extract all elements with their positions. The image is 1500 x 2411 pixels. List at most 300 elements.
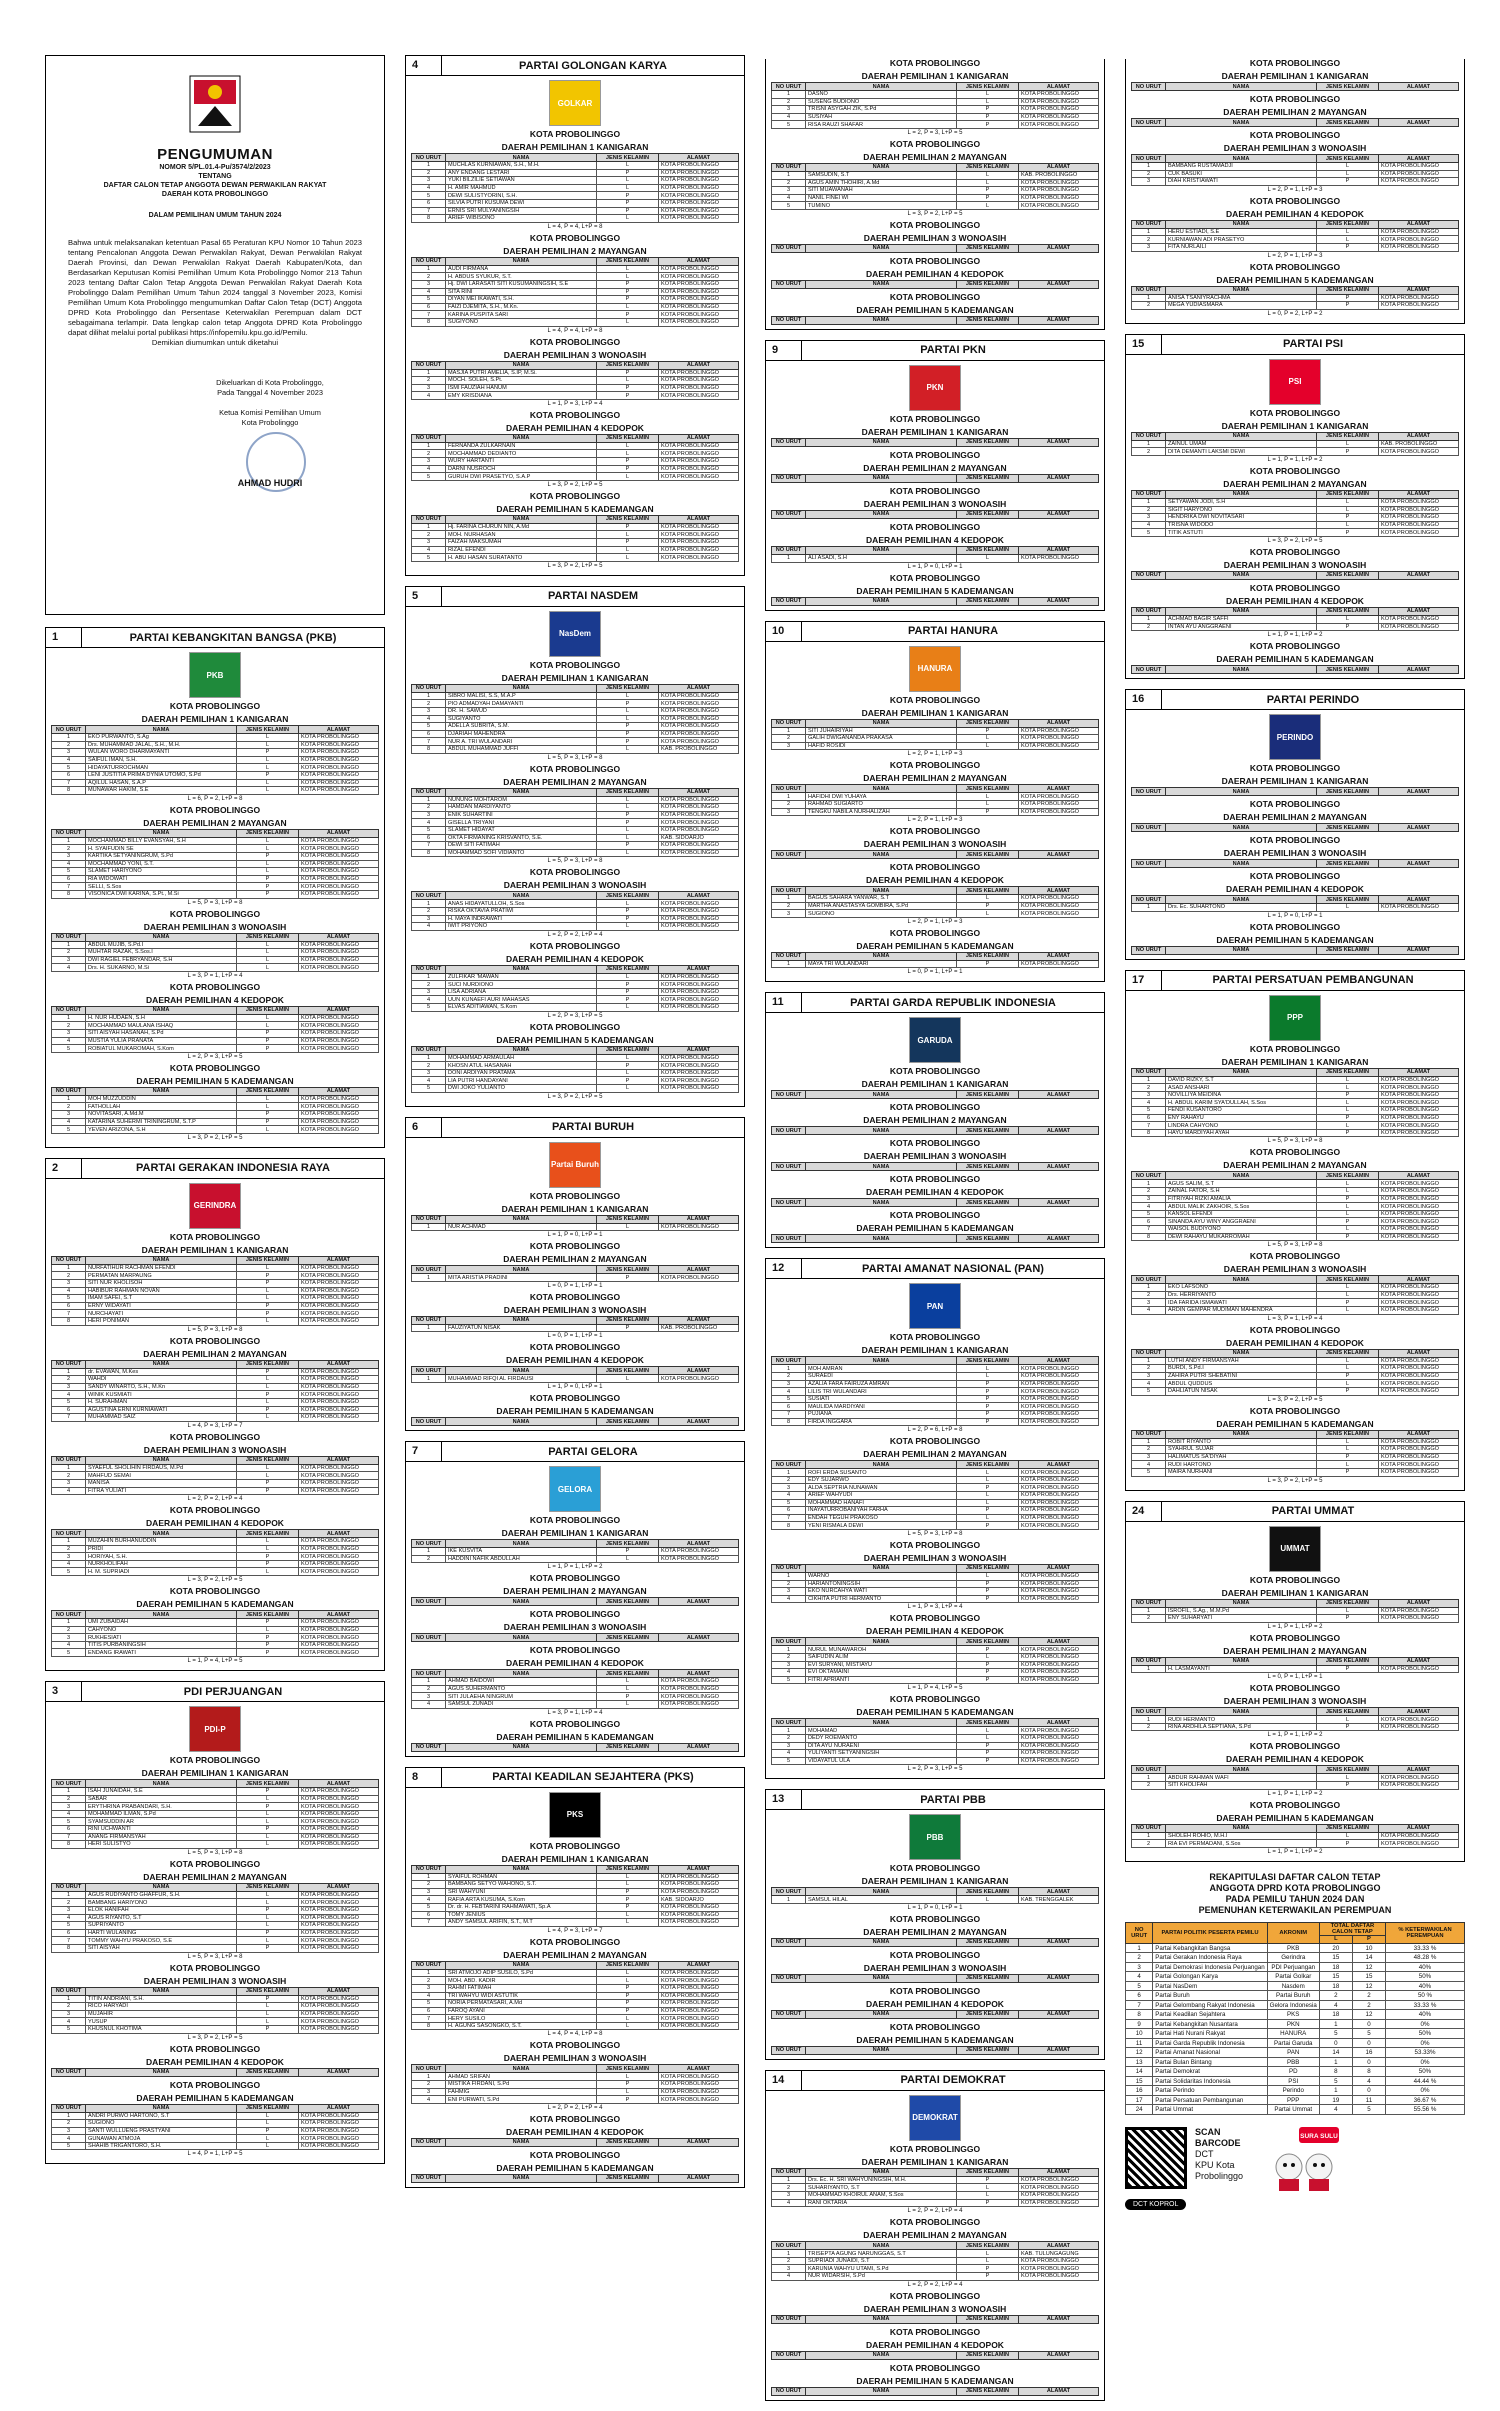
party-block-8 — [405, 1767, 745, 2188]
district-title: DAERAH PEMILIHAN 4 KEDOPOK — [146, 2056, 284, 2067]
table-header-no: NO URUT — [52, 1611, 86, 1619]
table-cell: ERYTHRINA PRABANDARI, S.H. — [86, 1803, 237, 1811]
table-header-no: NO URUT — [412, 1266, 446, 1274]
district-title: DAERAH PEMILIHAN 3 WONOASIH — [143, 921, 287, 932]
table-header-address: ALAMAT — [1019, 1719, 1099, 1727]
table-row — [52, 764, 379, 772]
region-title: KOTA PROBOLINGGO — [1249, 58, 1341, 68]
table-cell: 4 — [412, 1896, 446, 1904]
table-cell: 1 — [1132, 228, 1166, 236]
table-cell: NURCHAYATI — [86, 1310, 237, 1318]
party-block-16 — [1125, 689, 1465, 960]
qr-code-icon[interactable] — [1125, 2127, 1187, 2189]
table-cell: 2 — [772, 2184, 806, 2192]
party-number: 4 — [406, 56, 442, 75]
table-row — [1132, 498, 1459, 506]
table-header-address: ALAMAT — [299, 933, 379, 941]
table-cell: P — [1317, 243, 1379, 251]
candidate-table — [51, 829, 379, 899]
recap-header-percent: % KETERWAKILAN PEREMPUAN — [1386, 1922, 1465, 1943]
party-name: PARTAI NASDEM — [547, 590, 639, 603]
table-cell: NURUL MUNAWAROH — [806, 1646, 957, 1654]
party-header — [766, 1259, 1104, 1279]
district-title: DAERAH PEMILIHAN 5 KADEMANGAN — [1216, 654, 1374, 665]
table-cell: KOTA PROBOLINGGO — [1379, 506, 1459, 514]
table-cell: L — [597, 2073, 659, 2081]
table-cell: SAMSUDIN, S.T — [806, 171, 957, 179]
table-cell: NOVILLIYA MEIDINA — [1166, 1091, 1317, 1099]
table-row — [52, 1833, 379, 1841]
table-cell: L — [957, 554, 1019, 562]
recap-cell: 5 — [1352, 2105, 1385, 2115]
table-header-address: ALAMAT — [1019, 2387, 1099, 2395]
table-row — [52, 1995, 379, 2003]
table-cell: KOTA PROBOLINGGO — [1379, 1099, 1459, 1107]
table-cell: KOTA PROBOLINGGO — [1019, 1572, 1099, 1580]
district-title: DAERAH PEMILIHAN 3 WONOASIH — [503, 2053, 647, 2064]
table-cell: P — [597, 842, 659, 850]
table-cell: KOTA PROBOLINGGO — [299, 1545, 379, 1553]
table-cell: 3 — [772, 1661, 806, 1669]
party-logo-icon: DEMOKRAT — [909, 2095, 961, 2141]
table-row — [412, 199, 739, 207]
table-cell: EKO PURWANTO, S.Ag — [86, 734, 237, 742]
table-cell: MAYA TRI WULANDARI — [806, 960, 957, 968]
table-cell: DARNI NUSROCH — [446, 465, 597, 473]
table-row — [772, 2265, 1099, 2273]
table-header-address: ALAMAT — [659, 1961, 739, 1969]
table-cell: SANDY WINARTO, S.H., M.Kn — [86, 1383, 237, 1391]
table-cell: 2 — [1132, 1084, 1166, 1092]
table-cell: 1 — [772, 1727, 806, 1735]
table-cell: 5 — [52, 1818, 86, 1826]
table-cell: KOTA PROBOLINGGO — [1379, 1291, 1459, 1299]
candidate-table — [51, 1087, 379, 1134]
table-cell: KOTA PROBOLINGGO — [659, 849, 739, 857]
table-header-address: ALAMAT — [1019, 474, 1099, 482]
party-name: PARTAI DEMOKRAT — [900, 2074, 1006, 2087]
table-cell: P — [597, 2096, 659, 2104]
table-row — [772, 187, 1099, 195]
table-cell: 3 — [772, 1484, 806, 1492]
table-cell: 6 — [412, 730, 446, 738]
table-cell: L — [1317, 498, 1379, 506]
party-block-10 — [765, 621, 1105, 983]
table-cell: KOTA PROBOLINGGO — [299, 1891, 379, 1899]
recap-cell: 44.44 % — [1386, 2076, 1465, 2086]
table-cell: KOTA PROBOLINGGO — [299, 1383, 379, 1391]
table-row — [412, 819, 739, 827]
region-title: KOTA PROBOLINGGO — [1249, 1741, 1341, 1752]
table-cell: L — [597, 265, 659, 273]
table-cell: P — [1317, 1218, 1379, 1226]
table-header-no: NO URUT — [1132, 1599, 1166, 1607]
table-cell: KOTA PROBOLINGGO — [299, 1899, 379, 1907]
table-cell: L — [597, 473, 659, 481]
table-cell: 4 — [1132, 1461, 1166, 1469]
scan-line-2: BARCODE — [1195, 2137, 1241, 2148]
table-header-name: NAMA — [86, 933, 237, 941]
table-cell: 2 — [772, 179, 806, 187]
table-cell: KOTA PROBOLINGGO — [659, 1919, 739, 1927]
candidate-table — [51, 725, 379, 795]
table-header-address: ALAMAT — [1379, 155, 1459, 163]
table-cell: ADELLA SUBRITA, S.M. — [446, 723, 597, 731]
table-header-address: ALAMAT — [659, 361, 739, 369]
district-title: DAERAH PEMILIHAN 3 WONOASIH — [1223, 1696, 1367, 1707]
recap-title-4: PEMENUHAN KETERWAKILAN PEREMPUAN — [1198, 1904, 1392, 1915]
table-cell: KOTA PROBOLINGGO — [299, 1841, 379, 1849]
table-cell: KOTA PROBOLINGGO — [299, 1317, 379, 1325]
table-cell: KANSOL EFENDI — [1166, 1210, 1317, 1218]
table-cell: ABDUL MALIK ZAKHOIR, S.Sos — [1166, 1203, 1317, 1211]
recap-cell: 1 — [1319, 2019, 1352, 2029]
table-cell: P — [1317, 1233, 1379, 1241]
candidate-table — [1131, 118, 1459, 127]
table-header-gender: JENIS KELAMIN — [597, 1670, 659, 1678]
table-row — [1132, 1468, 1459, 1476]
candidate-table — [411, 1961, 739, 2031]
gender-tally: L = 3, P = 2, L+P = 5 — [547, 562, 603, 569]
table-cell: L — [957, 2192, 1019, 2200]
party-box — [1125, 1501, 1465, 1862]
candidate-table — [411, 788, 739, 858]
table-cell: P — [237, 1111, 299, 1119]
recap-cell: PSI — [1267, 2076, 1319, 2086]
table-row — [1132, 1210, 1459, 1218]
table-header-name: NAMA — [806, 1461, 957, 1469]
table-header-no: NO URUT — [412, 515, 446, 523]
table-cell: DONI ARDIYAN PRATAMA — [446, 1069, 597, 1077]
table-cell: TITIS PURBANINGSIH — [86, 1641, 237, 1649]
party-block-1 — [45, 627, 385, 1148]
table-header-no: NO URUT — [52, 1987, 86, 1995]
table-cell: PERMATAN MARPAUNG — [86, 1272, 237, 1280]
table-header-no: NO URUT — [412, 788, 446, 796]
table-cell: P — [1317, 1840, 1379, 1848]
table-row — [52, 883, 379, 891]
table-header-no: NO URUT — [1132, 1172, 1166, 1180]
table-cell: L — [1317, 1076, 1379, 1084]
party-block-15 — [1125, 334, 1465, 679]
party-block-6 — [405, 1117, 745, 1431]
table-row — [412, 715, 739, 723]
table-cell: 2 — [52, 1272, 86, 1280]
candidate-table — [771, 280, 1099, 289]
table-cell: DEWI SULISTYORINI, S.H. — [446, 192, 597, 200]
table-cell: 8 — [52, 1317, 86, 1325]
table-cell: ASAD ANSHARI — [1166, 1084, 1317, 1092]
table-cell: NUNUNG MOHTAROM — [446, 796, 597, 804]
recap-cell: Partai Hati Nurani Rakyat — [1153, 2029, 1267, 2039]
district-title: DAERAH PEMILIHAN 3 WONOASIH — [1223, 559, 1367, 570]
region-title: KOTA PROBOLINGGO — [169, 1431, 261, 1442]
table-header-gender: JENIS KELAMIN — [1317, 220, 1379, 228]
gender-tally: L = 1, P = 4, L+P = 5 — [187, 1658, 243, 1665]
table-header-name: NAMA — [86, 1256, 237, 1264]
table-row — [412, 377, 739, 385]
table-cell: P — [237, 1906, 299, 1914]
table-cell: 1 — [412, 1324, 446, 1332]
table-row — [772, 1757, 1099, 1765]
table-cell: 4 — [1132, 1380, 1166, 1388]
candidate-table — [411, 891, 739, 930]
recap-cell: 33.33 % — [1386, 1943, 1465, 1953]
table-header-name: NAMA — [446, 1598, 597, 1606]
table-cell: 4 — [52, 1810, 86, 1818]
table-header-gender: JENIS KELAMIN — [237, 726, 299, 734]
table-row — [52, 1826, 379, 1834]
table-cell: KOTA PROBOLINGGO — [659, 1881, 739, 1889]
table-cell: PRIDI — [86, 1545, 237, 1553]
party-logo-icon: HANURA — [909, 646, 961, 692]
table-cell: L — [597, 318, 659, 326]
table-header-address: ALAMAT — [1019, 83, 1099, 91]
table-cell: MUNAWAR HAKIM, S.E — [86, 787, 237, 795]
table-row — [412, 1881, 739, 1889]
table-cell: SUSIATI — [806, 1395, 957, 1403]
district-title: DAERAH PEMILIHAN 1 KANIGARAN — [501, 1853, 649, 1864]
table-cell: L — [237, 1818, 299, 1826]
table-cell: 1 — [412, 1054, 446, 1062]
candidate-table — [411, 1215, 739, 1232]
table-header-name: NAMA — [1166, 896, 1317, 904]
recap-cell: Partai Amanat Nasional — [1153, 2048, 1267, 2058]
table-row — [52, 941, 379, 949]
table-header-no: NO URUT — [1132, 1349, 1166, 1357]
table-cell: YUSUP — [86, 2018, 237, 2026]
party-box — [45, 627, 385, 1148]
table-header-name: NAMA — [1166, 1430, 1317, 1438]
table-header-no: NO URUT — [772, 2387, 806, 2395]
region-title: KOTA PROBOLINGGO — [529, 1291, 621, 1302]
table-row — [52, 787, 379, 795]
table-header-address: ALAMAT — [1379, 788, 1459, 796]
table-row — [772, 2199, 1099, 2207]
table-cell: KOTA PROBOLINGGO — [299, 1626, 379, 1634]
table-cell: ARIEF WAHYUDI — [806, 1492, 957, 1500]
region-title: KOTA PROBOLINGGO — [1249, 195, 1341, 206]
table-cell: P — [237, 1826, 299, 1834]
table-cell: 1 — [52, 837, 86, 845]
table-row — [52, 1538, 379, 1546]
table-row — [412, 1992, 739, 2000]
table-cell: KOTA PROBOLINGGO — [299, 1287, 379, 1295]
table-header-address: ALAMAT — [1379, 1068, 1459, 1076]
table-row — [412, 988, 739, 996]
table-cell: 6 — [412, 2007, 446, 2015]
gender-tally: L = 2, P = 3, L+P = 5 — [187, 1053, 243, 1060]
table-cell: 1 — [52, 1464, 86, 1472]
table-cell: L — [237, 2003, 299, 2011]
table-cell: KARUNIA WAHYU UTAMI, S.Pd — [806, 2265, 957, 2273]
table-cell: KOTA PROBOLINGGO — [1019, 554, 1099, 562]
table-cell: KOTA PROBOLINGGO — [659, 184, 739, 192]
table-cell: KOTA PROBOLINGGO — [1019, 1522, 1099, 1530]
table-header-name: NAMA — [86, 829, 237, 837]
table-cell: 4 — [772, 2199, 806, 2207]
table-row — [412, 692, 739, 700]
table-row — [412, 2096, 739, 2104]
table-cell: KOTA PROBOLINGGO — [299, 1472, 379, 1480]
table-cell: LENI JUSTITIA PRIMA DYNIA UTOMO, S.Pd — [86, 771, 237, 779]
table-cell: 2 — [772, 1653, 806, 1661]
mascot-icon — [1267, 2127, 1347, 2193]
table-row — [1132, 1122, 1459, 1130]
table-cell: P — [1317, 178, 1379, 186]
recap-row — [1126, 2029, 1465, 2039]
table-row — [52, 1899, 379, 1907]
recap-cell: Partai Bulan Bintang — [1153, 2057, 1267, 2067]
gender-tally: L = 2, P = 1, L+P = 3 — [907, 918, 963, 925]
table-cell: P — [237, 1302, 299, 1310]
table-cell: ANY ENDANG LESTARI — [446, 169, 597, 177]
table-header-name: NAMA — [806, 785, 957, 793]
region-title: KOTA PROBOLINGGO — [529, 659, 621, 670]
table-row — [52, 1317, 379, 1325]
table-cell: RAFIA ARTA KUSUMA, S.Kom — [446, 1896, 597, 1904]
table-row — [412, 554, 739, 562]
table-row — [412, 804, 739, 812]
table-cell: AHMAD SRIFAN — [446, 2073, 597, 2081]
table-cell: 6 — [1132, 1218, 1166, 1226]
table-row — [52, 1803, 379, 1811]
table-cell: 5 — [772, 121, 806, 129]
table-row — [52, 1891, 379, 1899]
table-row — [772, 106, 1099, 114]
table-row — [412, 811, 739, 819]
candidate-table — [411, 434, 739, 481]
table-header-no: NO URUT — [1132, 1708, 1166, 1716]
gender-tally: L = 0, P = 2, L+P = 2 — [1267, 310, 1323, 317]
region-title: KOTA PROBOLINGGO — [889, 521, 981, 532]
table-cell: ANANG FIRMANSYAH — [86, 1833, 237, 1841]
table-cell: RICO HARYADI — [86, 2003, 237, 2011]
table-header-no: NO URUT — [772, 1888, 806, 1896]
table-header-no: NO URUT — [52, 2104, 86, 2112]
district-title: DAERAH PEMILIHAN 2 MAYANGAN — [1223, 478, 1367, 489]
table-cell: P — [237, 2025, 299, 2033]
region-title: KOTA PROBOLINGGO — [889, 2326, 981, 2337]
candidate-table — [1131, 665, 1459, 674]
table-cell: KOTA PROBOLINGGO — [299, 1634, 379, 1642]
table-cell: 5 — [52, 868, 86, 876]
table-row — [412, 1919, 739, 1927]
table-header-address: ALAMAT — [1379, 286, 1459, 294]
table-header-name: NAMA — [1166, 490, 1317, 498]
table-cell: IDA FARIDA ISMAWATI — [1166, 1299, 1317, 1307]
candidate-table — [1131, 82, 1459, 91]
table-row — [1132, 236, 1459, 244]
table-cell: 3 — [52, 852, 86, 860]
table-cell: 4 — [52, 1037, 86, 1045]
table-header-gender: JENIS KELAMIN — [957, 244, 1019, 252]
table-row — [52, 1022, 379, 1030]
district-title: DAERAH PEMILIHAN 1 KANIGARAN — [501, 1528, 649, 1538]
candidate-table — [1131, 490, 1459, 537]
table-header-address: ALAMAT — [1379, 860, 1459, 868]
table-header-no: NO URUT — [412, 1961, 446, 1969]
table-cell: 2 — [52, 1472, 86, 1480]
table-header-name: NAMA — [446, 434, 597, 442]
table-row — [52, 1095, 379, 1103]
party-name: PARTAI GERAKAN INDONESIA RAYA — [136, 1162, 330, 1175]
district-title: DAERAH PEMILIHAN 1 KANIGARAN — [861, 707, 1009, 718]
table-cell: 4 — [412, 1700, 446, 1708]
table-cell: ANDY SAMSUL ARIFIN, S.T., M.T — [446, 1919, 597, 1927]
table-header-gender: JENIS KELAMIN — [597, 788, 659, 796]
table-cell: L — [237, 1295, 299, 1303]
gender-tally: L = 5, P = 3, L+P = 8 — [547, 858, 603, 865]
table-header-address: ALAMAT — [1379, 1766, 1459, 1774]
table-cell: KOTA PROBOLINGGO — [659, 2096, 739, 2104]
candidate-table — [411, 2064, 739, 2103]
table-row — [52, 1553, 379, 1561]
table-header-gender: JENIS KELAMIN — [597, 1418, 659, 1426]
table-cell: P — [237, 1487, 299, 1495]
table-cell: 2 — [412, 273, 446, 281]
table-cell: 2 — [772, 1373, 806, 1381]
table-cell: KOTA PROBOLINGGO — [299, 837, 379, 845]
table-cell: 2 — [1132, 506, 1166, 514]
recap-cell: Partai Gelombang Rakyat Indonesia — [1153, 2000, 1267, 2010]
table-cell: ROBIT RIYANTO — [1166, 1438, 1317, 1446]
table-row — [772, 960, 1099, 968]
table-cell: P — [597, 1548, 659, 1556]
region-title: KOTA PROBOLINGGO — [529, 232, 621, 243]
table-row — [772, 1507, 1099, 1515]
table-cell: LILIS TRI WULANDARI — [806, 1388, 957, 1396]
table-header-name: NAMA — [1166, 432, 1317, 440]
table-row — [52, 1368, 379, 1376]
table-cell: KOTA PROBOLINGGO — [299, 964, 379, 972]
recap-cell: 36.67 % — [1386, 2095, 1465, 2105]
table-cell: KOTA PROBOLINGGO — [1019, 793, 1099, 801]
table-cell: SUPRIYANTO — [86, 1922, 237, 1930]
table-header-gender: JENIS KELAMIN — [1317, 946, 1379, 954]
table-cell: P — [957, 1669, 1019, 1677]
table-header-name: NAMA — [86, 1987, 237, 1995]
table-cell: KOTA PROBOLINGGO — [659, 1555, 739, 1563]
table-cell: KOTA PROBOLINGGO — [1379, 178, 1459, 186]
table-cell: DITA AYU NURAENI — [806, 1742, 957, 1750]
table-cell: KOTA PROBOLINGGO — [299, 1310, 379, 1318]
table-row — [52, 1118, 379, 1126]
table-cell: 4 — [412, 715, 446, 723]
table-row — [772, 1653, 1099, 1661]
recap-cell: 2 — [1126, 1953, 1153, 1963]
table-cell: 8 — [52, 890, 86, 898]
table-cell: KOTA PROBOLINGGO — [1019, 735, 1099, 743]
table-row — [52, 749, 379, 757]
recap-table — [1125, 1922, 1465, 2115]
table-header-no: NO URUT — [772, 1163, 806, 1171]
table-cell: L — [237, 779, 299, 787]
gender-tally: L = 1, P = 0, L+P = 1 — [907, 563, 963, 570]
table-cell: KOTA PROBOLINGGO — [659, 796, 739, 804]
table-cell: P — [597, 169, 659, 177]
table-cell: 3 — [412, 708, 446, 716]
region-title: KOTA PROBOLINGGO — [529, 1609, 621, 1620]
party-name: PARTAI GELORA — [548, 1445, 638, 1458]
region-title: KOTA PROBOLINGGO — [889, 449, 981, 460]
gender-tally: L = 2, P = 1, L+P = 3 — [1267, 186, 1323, 193]
table-cell: L — [957, 1373, 1019, 1381]
table-cell: FITA NURLAILI — [1166, 243, 1317, 251]
table-cell: MANISA — [86, 1479, 237, 1487]
table-header-gender: JENIS KELAMIN — [957, 474, 1019, 482]
issued-place: Dikeluarkan di Kota Probolinggo, — [216, 378, 324, 387]
